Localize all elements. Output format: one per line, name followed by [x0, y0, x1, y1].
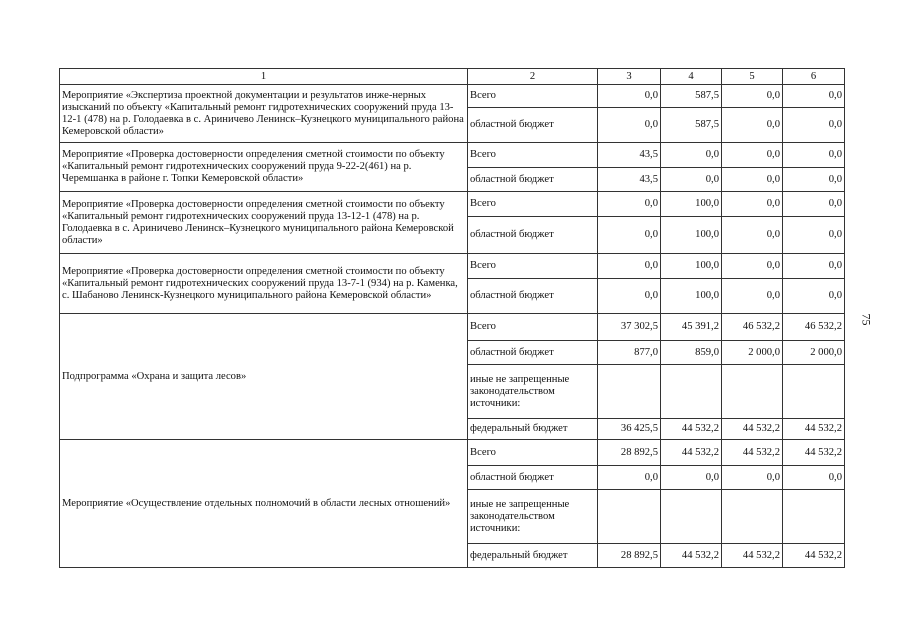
value-cell-col-4: 587,5 [661, 85, 722, 108]
funding-source: областной бюджет [468, 466, 598, 490]
funding-source: областной бюджет [468, 217, 598, 254]
value-cell-col-5: 46 532,2 [722, 314, 783, 341]
value-cell-col-5: 0,0 [722, 108, 783, 143]
funding-source: Всего [468, 254, 598, 279]
value-cell-col-4: 44 532,2 [661, 440, 722, 466]
table-row [60, 192, 845, 217]
value-cell-col-3: 28 892,5 [598, 440, 661, 466]
funding-source: Всего [468, 440, 598, 466]
value-cell-col-4 [661, 490, 722, 544]
item-description: Мероприятие «Проверка достоверности определения сметной стоимости по объекту «Капитальный ремонт гидротехнических сооружений пруда 9-22-2(461) на р. Черемшанка в районе г. Топки Кемеровской области» [60, 143, 468, 192]
funding-source: областной бюджет [468, 168, 598, 192]
item-description: Мероприятие «Проверка достоверности определения сметной стоимости по объекту «Капитальный ремонт гидротехнических сооружений пруда 13-12-1 (478) на р. Голодаевка в с. Ариничево Ленинск–Кузнецкого муниципального района Кемеровской области» [60, 192, 468, 254]
value-cell-col-6: 46 532,2 [783, 314, 845, 341]
value-cell-col-5: 44 532,2 [722, 419, 783, 440]
value-cell-col-3: 0,0 [598, 108, 661, 143]
value-cell-col-5: 0,0 [722, 85, 783, 108]
value-cell-col-6: 0,0 [783, 466, 845, 490]
funding-source: иные не запрещенные законодательством источники: [468, 365, 598, 419]
value-cell-col-5: 0,0 [722, 279, 783, 314]
header-cell: 2 [468, 69, 598, 85]
value-cell-col-3: 28 892,5 [598, 544, 661, 568]
value-cell-col-4: 0,0 [661, 168, 722, 192]
funding-source: Всего [468, 85, 598, 108]
funding-source: Всего [468, 143, 598, 168]
funding-source: Всего [468, 192, 598, 217]
value-cell-col-4: 45 391,2 [661, 314, 722, 341]
value-cell-col-6: 0,0 [783, 108, 845, 143]
value-cell-col-4 [661, 365, 722, 419]
value-cell-col-6: 0,0 [783, 168, 845, 192]
value-cell-col-4: 100,0 [661, 279, 722, 314]
funding-source: областной бюджет [468, 108, 598, 143]
value-cell-col-3: 0,0 [598, 254, 661, 279]
item-description: Мероприятие «Осуществление отдельных полномочий в области лесных отношений» [60, 440, 468, 568]
value-cell-col-4: 100,0 [661, 192, 722, 217]
header-cell: 6 [783, 69, 845, 85]
value-cell-col-3: 0,0 [598, 279, 661, 314]
value-cell-col-4: 0,0 [661, 466, 722, 490]
value-cell-col-3: 43,5 [598, 168, 661, 192]
value-cell-col-3 [598, 490, 661, 544]
value-cell-col-5: 0,0 [722, 143, 783, 168]
value-cell-col-5 [722, 490, 783, 544]
table-body [60, 69, 845, 568]
value-cell-col-3: 0,0 [598, 85, 661, 108]
value-cell-col-3: 37 302,5 [598, 314, 661, 341]
table-row [60, 314, 845, 341]
value-cell-col-5: 0,0 [722, 217, 783, 254]
value-cell-col-3: 0,0 [598, 192, 661, 217]
value-cell-col-6: 0,0 [783, 143, 845, 168]
table-row [60, 85, 845, 108]
header-cell: 4 [661, 69, 722, 85]
value-cell-col-3: 877,0 [598, 341, 661, 365]
value-cell-col-4: 859,0 [661, 341, 722, 365]
value-cell-col-6 [783, 365, 845, 419]
value-cell-col-5: 2 000,0 [722, 341, 783, 365]
funding-source: областной бюджет [468, 279, 598, 314]
header-cell: 3 [598, 69, 661, 85]
funding-source: областной бюджет [468, 341, 598, 365]
value-cell-col-6: 44 532,2 [783, 419, 845, 440]
funding-source: иные не запрещенные законодательством источники: [468, 490, 598, 544]
header-cell: 1 [60, 69, 468, 85]
value-cell-col-6: 44 532,2 [783, 440, 845, 466]
item-description: Мероприятие «Экспертиза проектной документации и результатов инже-нерных изысканий по объекту «Капитальный ремонт гидротехнических сооружений пруда 13-12-1 (478) на р. Голодаевка в с. Ариничево Ленинск–Кузнецкого муниципального района Кемеровской области» [60, 85, 468, 143]
value-cell-col-5: 0,0 [722, 168, 783, 192]
budget-table [59, 68, 845, 568]
funding-source: федеральный бюджет [468, 544, 598, 568]
value-cell-col-5: 44 532,2 [722, 440, 783, 466]
value-cell-col-4: 100,0 [661, 254, 722, 279]
value-cell-col-6: 0,0 [783, 217, 845, 254]
funding-source: федеральный бюджет [468, 419, 598, 440]
header-cell: 5 [722, 69, 783, 85]
value-cell-col-6: 0,0 [783, 192, 845, 217]
value-cell-col-5: 0,0 [722, 466, 783, 490]
value-cell-col-5 [722, 365, 783, 419]
table-row [60, 143, 845, 168]
funding-source: Всего [468, 314, 598, 341]
value-cell-col-3: 43,5 [598, 143, 661, 168]
value-cell-col-4: 44 532,2 [661, 544, 722, 568]
value-cell-col-6: 0,0 [783, 254, 845, 279]
value-cell-col-3: 0,0 [598, 217, 661, 254]
value-cell-col-6: 2 000,0 [783, 341, 845, 365]
header-row [60, 69, 845, 85]
value-cell-col-4: 0,0 [661, 143, 722, 168]
table-row [60, 440, 845, 466]
page-number: 75 [859, 313, 874, 326]
table-row [60, 254, 845, 279]
value-cell-col-5: 44 532,2 [722, 544, 783, 568]
value-cell-col-3 [598, 365, 661, 419]
item-description: Подпрограмма «Охрана и защита лесов» [60, 314, 468, 440]
value-cell-col-4: 587,5 [661, 108, 722, 143]
value-cell-col-4: 100,0 [661, 217, 722, 254]
value-cell-col-6 [783, 490, 845, 544]
value-cell-col-5: 0,0 [722, 254, 783, 279]
value-cell-col-5: 0,0 [722, 192, 783, 217]
value-cell-col-3: 36 425,5 [598, 419, 661, 440]
item-description: Мероприятие «Проверка достоверности определения сметной стоимости по объекту «Капитальный ремонт гидротехнических сооружений пруда 13-7-1 (934) на р. Каменка, с. Шабаново Ленинск-Кузнецкого муниципального района Кемеровской области» [60, 254, 468, 314]
value-cell-col-3: 0,0 [598, 466, 661, 490]
value-cell-col-6: 0,0 [783, 85, 845, 108]
value-cell-col-6: 0,0 [783, 279, 845, 314]
value-cell-col-4: 44 532,2 [661, 419, 722, 440]
value-cell-col-6: 44 532,2 [783, 544, 845, 568]
